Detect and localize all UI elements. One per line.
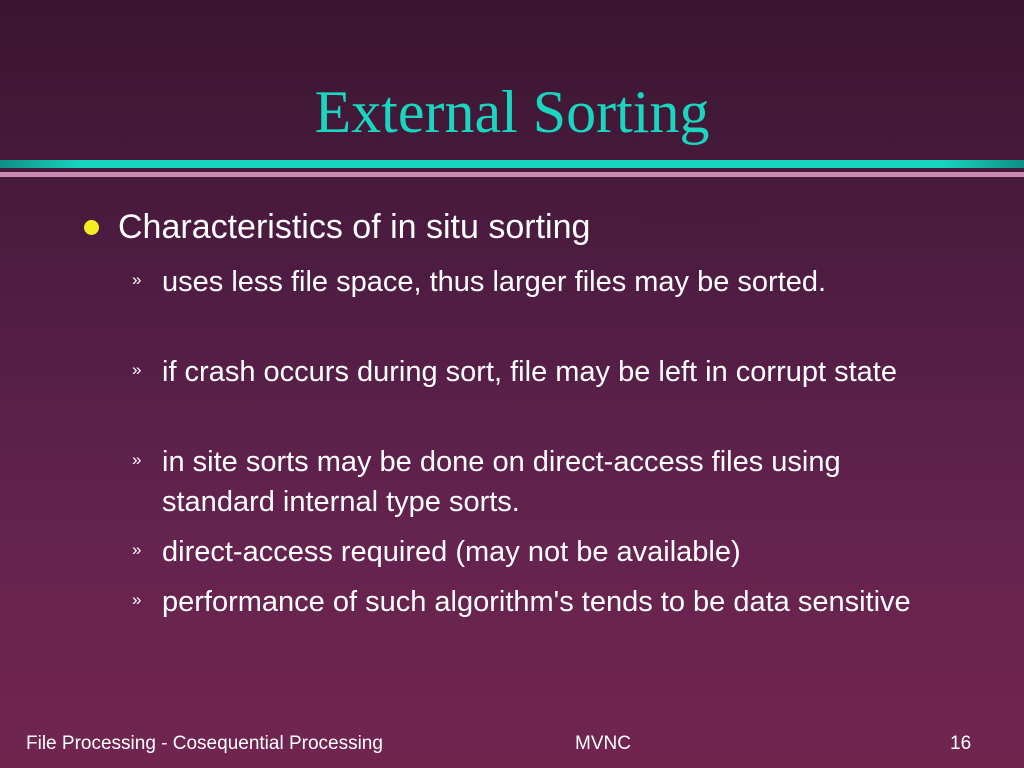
sub-bullet-text: direct-access required (may not be available)	[162, 536, 741, 568]
title-divider-secondary	[0, 172, 1024, 177]
footer-author: MVNC	[575, 733, 631, 754]
double-chevron-icon: »	[132, 540, 142, 559]
double-chevron-icon: »	[132, 590, 142, 609]
main-bullet-text: Characteristics of in situ sorting	[118, 208, 591, 246]
sub-bullet-text: if crash occurs during sort, file may be left in corrupt state	[162, 356, 897, 388]
double-chevron-icon: »	[132, 450, 142, 469]
bullet-dot-icon	[84, 220, 99, 235]
sub-bullet-text: performance of such algorithm's tends to be data sensitive	[162, 586, 911, 618]
double-chevron-icon: »	[132, 360, 142, 379]
title-divider-primary	[0, 160, 1024, 168]
footer-page-number: 16	[950, 733, 972, 754]
slide-title: External Sorting	[314, 79, 710, 145]
double-chevron-icon: »	[132, 270, 142, 289]
footer-course-title: File Processing - Cosequential Processing	[26, 733, 383, 754]
sub-bullet-text: in site sorts may be done on direct-access files using standard internal type sorts.	[162, 446, 841, 518]
sub-bullet-text: uses less file space, thus larger files may be sorted.	[162, 266, 827, 298]
